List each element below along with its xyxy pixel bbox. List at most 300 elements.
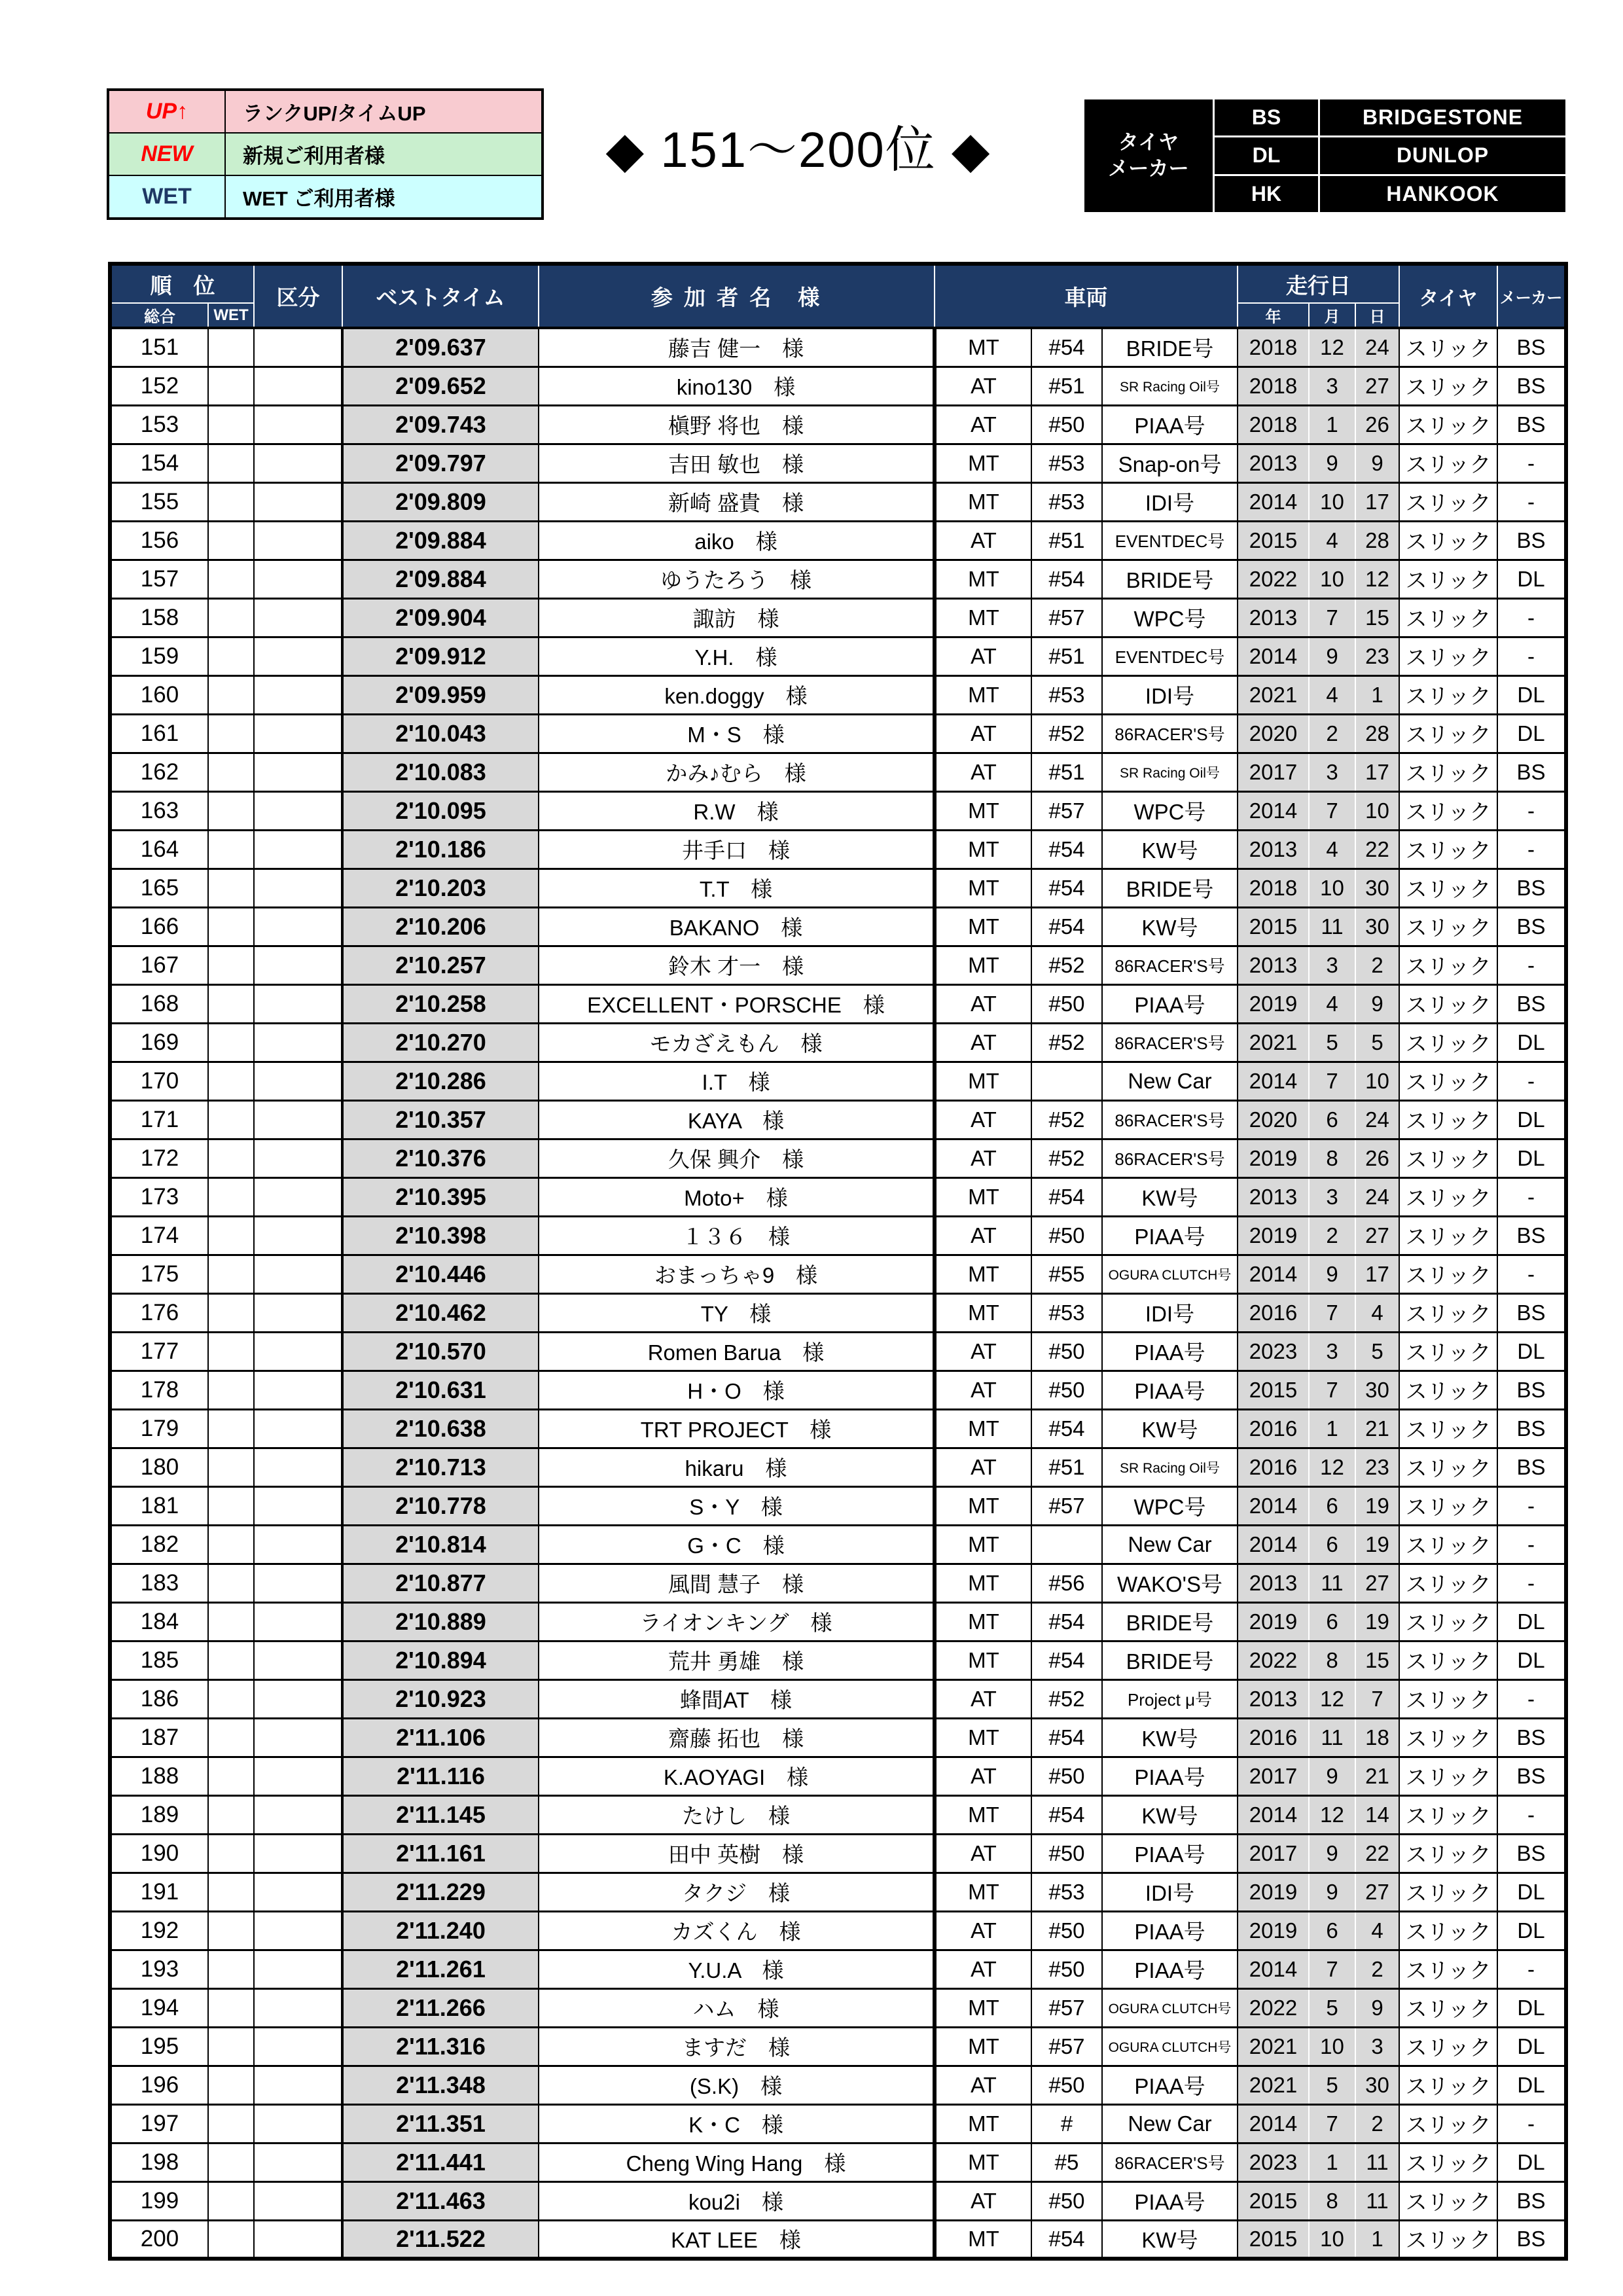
kubun-cell <box>254 791 342 830</box>
participant-name-cell: 槇野 将也 様 <box>539 405 935 444</box>
day-cell: 23 <box>1355 1448 1399 1486</box>
day-cell: 27 <box>1355 1873 1399 1911</box>
rank-cell: 199 <box>110 2181 208 2220</box>
month-cell: 2 <box>1309 1216 1355 1255</box>
month-cell: 3 <box>1309 1332 1355 1371</box>
wet-rank-cell <box>208 791 254 830</box>
participant-name-cell: kou2i 様 <box>539 2181 935 2220</box>
day-cell: 27 <box>1355 1564 1399 1602</box>
rank-cell: 194 <box>110 1988 208 2027</box>
car-number-cell: #53 <box>1031 675 1102 714</box>
wet-rank-cell <box>208 984 254 1023</box>
tire-maker-grid <box>1215 99 1565 212</box>
car-name-cell: PIAA号 <box>1102 1757 1238 1795</box>
tire-maker-label-line1: タイヤ <box>1118 131 1179 154</box>
tire-cell: スリック <box>1399 328 1497 367</box>
tire-cell: スリック <box>1399 1679 1497 1718</box>
best-time-cell: 2'10.877 <box>342 1564 539 1602</box>
table-row <box>110 1757 1566 1795</box>
year-cell: 2014 <box>1238 2104 1309 2143</box>
wet-rank-cell <box>208 521 254 560</box>
car-name-cell: PIAA号 <box>1102 2066 1238 2104</box>
car-name-cell: Project μ号 <box>1102 1679 1238 1718</box>
kubun-cell <box>254 1873 342 1911</box>
maker-cell: - <box>1497 598 1566 637</box>
best-time-cell: 2'09.884 <box>342 521 539 560</box>
transmission-cell: AT <box>935 1950 1031 1988</box>
year-cell: 2014 <box>1238 791 1309 830</box>
table-row <box>110 1332 1566 1371</box>
transmission-cell: AT <box>935 367 1031 405</box>
car-number-cell: #50 <box>1031 1757 1102 1795</box>
car-number-cell: #50 <box>1031 1332 1102 1371</box>
car-name-cell: IDI号 <box>1102 675 1238 714</box>
best-time-cell: 2'11.266 <box>342 1988 539 2027</box>
day-cell: 3 <box>1355 2027 1399 2066</box>
kubun-cell <box>254 1795 342 1834</box>
participant-name-cell: S・Y 様 <box>539 1486 935 1525</box>
table-row <box>110 1177 1566 1216</box>
day-cell: 9 <box>1355 1988 1399 2027</box>
kubun-cell <box>254 830 342 869</box>
month-cell: 5 <box>1309 1023 1355 1062</box>
participant-name-cell: 久保 興介 様 <box>539 1139 935 1177</box>
transmission-cell: AT <box>935 984 1031 1023</box>
table-header <box>110 264 1566 328</box>
car-number-cell: #50 <box>1031 1216 1102 1255</box>
wet-rank-cell <box>208 1100 254 1139</box>
legend-key-up: UP↑ <box>109 91 226 132</box>
maker-cell: DL <box>1497 1023 1566 1062</box>
table-row <box>110 675 1566 714</box>
day-cell: 2 <box>1355 946 1399 984</box>
rank-cell: 155 <box>110 482 208 521</box>
wet-rank-cell <box>208 1718 254 1757</box>
month-cell: 1 <box>1309 1409 1355 1448</box>
participant-name-cell: G・C 様 <box>539 1525 935 1564</box>
year-cell: 2019 <box>1238 1873 1309 1911</box>
wet-rank-cell <box>208 598 254 637</box>
day-cell: 23 <box>1355 637 1399 675</box>
day-cell: 26 <box>1355 1139 1399 1177</box>
header-month: 月 <box>1309 303 1355 328</box>
rank-cell: 192 <box>110 1911 208 1950</box>
participant-name-cell: T.T 様 <box>539 869 935 907</box>
rank-cell: 189 <box>110 1795 208 1834</box>
day-cell: 19 <box>1355 1525 1399 1564</box>
wet-rank-cell <box>208 1911 254 1950</box>
year-cell: 2015 <box>1238 2220 1309 2259</box>
table-row <box>110 2027 1566 2066</box>
tire-cell: スリック <box>1399 1950 1497 1988</box>
tire-cell: スリック <box>1399 1409 1497 1448</box>
legend-row-new <box>109 134 541 176</box>
month-cell: 10 <box>1309 2220 1355 2259</box>
tire-cell: スリック <box>1399 984 1497 1023</box>
tire-cell: スリック <box>1399 1525 1497 1564</box>
tire-cell: スリック <box>1399 1100 1497 1139</box>
table-row <box>110 598 1566 637</box>
transmission-cell: MT <box>935 1988 1031 2027</box>
maker-cell: DL <box>1497 2027 1566 2066</box>
best-time-cell: 2'09.797 <box>342 444 539 482</box>
legend-row-wet <box>109 176 541 217</box>
tire-cell: スリック <box>1399 482 1497 521</box>
car-name-cell: 86RACER'S号 <box>1102 2143 1238 2181</box>
car-number-cell: #50 <box>1031 984 1102 1023</box>
kubun-cell <box>254 1718 342 1757</box>
maker-cell: - <box>1497 1564 1566 1602</box>
tire-maker-code-hk: HK <box>1215 176 1320 212</box>
month-cell: 12 <box>1309 1448 1355 1486</box>
wet-rank-cell <box>208 946 254 984</box>
car-number-cell: #54 <box>1031 1177 1102 1216</box>
kubun-cell <box>254 2027 342 2066</box>
tire-maker-row-bs <box>1215 99 1565 137</box>
day-cell: 9 <box>1355 444 1399 482</box>
tire-cell: スリック <box>1399 444 1497 482</box>
car-number-cell: #50 <box>1031 1950 1102 1988</box>
best-time-cell: 2'11.229 <box>342 1873 539 1911</box>
kubun-cell <box>254 560 342 598</box>
rank-cell: 196 <box>110 2066 208 2104</box>
day-cell: 22 <box>1355 1834 1399 1873</box>
tire-cell: スリック <box>1399 521 1497 560</box>
car-name-cell: IDI号 <box>1102 1873 1238 1911</box>
results-table <box>108 262 1568 2261</box>
wet-rank-cell <box>208 753 254 791</box>
participant-name-cell: 風間 慧子 様 <box>539 1564 935 1602</box>
month-cell: 7 <box>1309 2104 1355 2143</box>
tire-cell: スリック <box>1399 1988 1497 2027</box>
tire-cell: スリック <box>1399 2027 1497 2066</box>
car-name-cell: PIAA号 <box>1102 405 1238 444</box>
year-cell: 2019 <box>1238 1139 1309 1177</box>
day-cell: 30 <box>1355 2066 1399 2104</box>
rank-cell: 176 <box>110 1293 208 1332</box>
transmission-cell: AT <box>935 1216 1031 1255</box>
month-cell: 4 <box>1309 830 1355 869</box>
month-cell: 8 <box>1309 1641 1355 1679</box>
legend-desc-wet: WET ご利用者様 <box>243 187 395 210</box>
tire-maker-name-hk: HANKOOK <box>1386 181 1499 206</box>
table-row <box>110 1950 1566 1988</box>
table-row <box>110 907 1566 946</box>
year-cell: 2013 <box>1238 1177 1309 1216</box>
table-row <box>110 521 1566 560</box>
tire-cell: スリック <box>1399 1293 1497 1332</box>
car-name-cell: PIAA号 <box>1102 1911 1238 1950</box>
maker-cell: BS <box>1497 984 1566 1023</box>
participant-name-cell: aiko 様 <box>539 521 935 560</box>
kubun-cell <box>254 1139 342 1177</box>
year-cell: 2018 <box>1238 869 1309 907</box>
best-time-cell: 2'10.083 <box>342 753 539 791</box>
header-rank-wet: WET <box>208 303 254 328</box>
page-title: ◆ 151～200位 ◆ <box>605 122 991 178</box>
rank-cell: 163 <box>110 791 208 830</box>
transmission-cell: AT <box>935 714 1031 753</box>
wet-rank-cell <box>208 444 254 482</box>
table-row <box>110 984 1566 1023</box>
maker-cell: - <box>1497 1679 1566 1718</box>
car-number-cell: #51 <box>1031 753 1102 791</box>
participant-name-cell: 蜂間AT 様 <box>539 1679 935 1718</box>
car-name-cell: New Car <box>1102 2104 1238 2143</box>
tire-cell: スリック <box>1399 1795 1497 1834</box>
header-best-time: ベストタイム <box>342 264 539 328</box>
kubun-cell <box>254 1950 342 1988</box>
car-number-cell: #52 <box>1031 1139 1102 1177</box>
year-cell: 2021 <box>1238 2027 1309 2066</box>
transmission-cell: MT <box>935 791 1031 830</box>
month-cell: 12 <box>1309 1795 1355 1834</box>
wet-rank-cell <box>208 367 254 405</box>
transmission-cell: MT <box>935 907 1031 946</box>
best-time-cell: 2'10.713 <box>342 1448 539 1486</box>
maker-cell: BS <box>1497 367 1566 405</box>
transmission-cell: MT <box>935 2143 1031 2181</box>
wet-rank-cell <box>208 1679 254 1718</box>
year-cell: 2014 <box>1238 1525 1309 1564</box>
month-cell: 9 <box>1309 1255 1355 1293</box>
car-number-cell: #52 <box>1031 946 1102 984</box>
car-name-cell: IDI号 <box>1102 1293 1238 1332</box>
header-participant-name: 参 加 者 名 様 <box>539 264 935 328</box>
table-row <box>110 1448 1566 1486</box>
transmission-cell: MT <box>935 2104 1031 2143</box>
year-cell: 2019 <box>1238 1911 1309 1950</box>
table-row <box>110 1062 1566 1100</box>
best-time-cell: 2'11.106 <box>342 1718 539 1757</box>
car-number-cell: #54 <box>1031 560 1102 598</box>
car-name-cell: 86RACER'S号 <box>1102 1023 1238 1062</box>
kubun-cell <box>254 1564 342 1602</box>
table-row <box>110 1255 1566 1293</box>
tire-cell: スリック <box>1399 1139 1497 1177</box>
year-cell: 2019 <box>1238 984 1309 1023</box>
participant-name-cell: (S.K) 様 <box>539 2066 935 2104</box>
table-row <box>110 2143 1566 2181</box>
car-name-cell: PIAA号 <box>1102 984 1238 1023</box>
maker-cell: DL <box>1497 1641 1566 1679</box>
maker-cell: - <box>1497 1486 1566 1525</box>
car-number-cell: #50 <box>1031 2066 1102 2104</box>
month-cell: 6 <box>1309 1525 1355 1564</box>
maker-cell: - <box>1497 1525 1566 1564</box>
wet-rank-cell <box>208 2027 254 2066</box>
participant-name-cell: 吉田 敏也 様 <box>539 444 935 482</box>
car-name-cell: PIAA号 <box>1102 1834 1238 1873</box>
kubun-cell <box>254 2066 342 2104</box>
maker-cell: DL <box>1497 675 1566 714</box>
month-cell: 7 <box>1309 791 1355 830</box>
transmission-cell: AT <box>935 753 1031 791</box>
transmission-cell: AT <box>935 1139 1031 1177</box>
car-number-cell: #54 <box>1031 1795 1102 1834</box>
car-number-cell: #52 <box>1031 1679 1102 1718</box>
rank-cell: 175 <box>110 1255 208 1293</box>
kubun-cell <box>254 1486 342 1525</box>
month-cell: 11 <box>1309 1564 1355 1602</box>
day-cell: 4 <box>1355 1911 1399 1950</box>
participant-name-cell: M・S 様 <box>539 714 935 753</box>
best-time-cell: 2'10.095 <box>342 791 539 830</box>
participant-name-cell: Y.H. 様 <box>539 637 935 675</box>
car-number-cell: #55 <box>1031 1255 1102 1293</box>
tire-cell: スリック <box>1399 1371 1497 1409</box>
car-name-cell: 86RACER'S号 <box>1102 946 1238 984</box>
table-row <box>110 482 1566 521</box>
car-name-cell: WPC号 <box>1102 1486 1238 1525</box>
month-cell: 1 <box>1309 2143 1355 2181</box>
tire-maker-row-dl <box>1215 137 1565 175</box>
table-row <box>110 1641 1566 1679</box>
best-time-cell: 2'09.743 <box>342 405 539 444</box>
best-time-cell: 2'11.441 <box>342 2143 539 2181</box>
car-number-cell: #57 <box>1031 1988 1102 2027</box>
table-row <box>110 791 1566 830</box>
table-row <box>110 1795 1566 1834</box>
car-number-cell: #57 <box>1031 2027 1102 2066</box>
transmission-cell: MT <box>935 946 1031 984</box>
tire-cell: スリック <box>1399 675 1497 714</box>
participant-name-cell: H・O 様 <box>539 1371 935 1409</box>
transmission-cell: MT <box>935 444 1031 482</box>
participant-name-cell: ハム 様 <box>539 1988 935 2027</box>
day-cell: 19 <box>1355 1486 1399 1525</box>
participant-name-cell: 田中 英樹 様 <box>539 1834 935 1873</box>
maker-cell: DL <box>1497 714 1566 753</box>
year-cell: 2017 <box>1238 1834 1309 1873</box>
best-time-cell: 2'11.161 <box>342 1834 539 1873</box>
maker-cell: BS <box>1497 2220 1566 2259</box>
month-cell: 10 <box>1309 560 1355 598</box>
maker-cell: BS <box>1497 1216 1566 1255</box>
car-name-cell: PIAA号 <box>1102 1216 1238 1255</box>
car-name-cell: 86RACER'S号 <box>1102 1139 1238 1177</box>
car-name-cell: PIAA号 <box>1102 2181 1238 2220</box>
table-row <box>110 946 1566 984</box>
table-row <box>110 1409 1566 1448</box>
kubun-cell <box>254 328 342 367</box>
table-row <box>110 2220 1566 2259</box>
tire-cell: スリック <box>1399 637 1497 675</box>
participant-name-cell: カズくん 様 <box>539 1911 935 1950</box>
tire-cell: スリック <box>1399 1641 1497 1679</box>
month-cell: 6 <box>1309 1911 1355 1950</box>
month-cell: 12 <box>1309 328 1355 367</box>
participant-name-cell: hikaru 様 <box>539 1448 935 1486</box>
header-vehicle: 車両 <box>935 264 1238 328</box>
legend-box <box>107 88 544 220</box>
participant-name-cell: 鈴木 才一 様 <box>539 946 935 984</box>
best-time-cell: 2'11.316 <box>342 2027 539 2066</box>
year-cell: 2021 <box>1238 2066 1309 2104</box>
participant-name-cell: 齋藤 拓也 様 <box>539 1718 935 1757</box>
rank-cell: 159 <box>110 637 208 675</box>
rank-cell: 158 <box>110 598 208 637</box>
day-cell: 22 <box>1355 830 1399 869</box>
tire-cell: スリック <box>1399 1216 1497 1255</box>
transmission-cell: AT <box>935 1679 1031 1718</box>
tire-cell: スリック <box>1399 946 1497 984</box>
day-cell: 24 <box>1355 328 1399 367</box>
month-cell: 7 <box>1309 1950 1355 1988</box>
transmission-cell: AT <box>935 1834 1031 1873</box>
tire-cell: スリック <box>1399 405 1497 444</box>
table-row <box>110 1679 1566 1718</box>
month-cell: 10 <box>1309 482 1355 521</box>
wet-rank-cell <box>208 2181 254 2220</box>
transmission-cell: MT <box>935 1062 1031 1100</box>
wet-rank-cell <box>208 2066 254 2104</box>
car-name-cell: BRIDE号 <box>1102 560 1238 598</box>
transmission-cell: AT <box>935 1100 1031 1139</box>
rank-cell: 179 <box>110 1409 208 1448</box>
kubun-cell <box>254 984 342 1023</box>
table-row <box>110 1834 1566 1873</box>
year-cell: 2015 <box>1238 2181 1309 2220</box>
wet-rank-cell <box>208 560 254 598</box>
year-cell: 2018 <box>1238 328 1309 367</box>
rank-cell: 193 <box>110 1950 208 1988</box>
rank-cell: 154 <box>110 444 208 482</box>
transmission-cell: MT <box>935 1486 1031 1525</box>
month-cell: 4 <box>1309 984 1355 1023</box>
wet-rank-cell <box>208 1216 254 1255</box>
participant-name-cell: 藤吉 健一 様 <box>539 328 935 367</box>
tire-maker-name-bs: BRIDGESTONE <box>1362 105 1524 130</box>
maker-cell: BS <box>1497 1293 1566 1332</box>
kubun-cell <box>254 1757 342 1795</box>
kubun-cell <box>254 1100 342 1139</box>
tire-maker-box <box>1084 99 1565 212</box>
maker-cell: DL <box>1497 2066 1566 2104</box>
kubun-cell <box>254 1023 342 1062</box>
month-cell: 7 <box>1309 1062 1355 1100</box>
header-run-date: 走行日 <box>1238 264 1399 303</box>
day-cell: 12 <box>1355 560 1399 598</box>
legend-desc-up: ランクUP/タイムUP <box>243 102 426 125</box>
rank-cell: 152 <box>110 367 208 405</box>
rank-cell: 191 <box>110 1873 208 1911</box>
rank-cell: 169 <box>110 1023 208 1062</box>
maker-cell: BS <box>1497 907 1566 946</box>
kubun-cell <box>254 1332 342 1371</box>
kubun-cell <box>254 2143 342 2181</box>
year-cell: 2014 <box>1238 482 1309 521</box>
best-time-cell: 2'10.894 <box>342 1641 539 1679</box>
rank-cell: 173 <box>110 1177 208 1216</box>
maker-cell: BS <box>1497 1448 1566 1486</box>
month-cell: 8 <box>1309 2181 1355 2220</box>
wet-rank-cell <box>208 1641 254 1679</box>
year-cell: 2014 <box>1238 1950 1309 1988</box>
year-cell: 2020 <box>1238 1100 1309 1139</box>
rank-cell: 185 <box>110 1641 208 1679</box>
best-time-cell: 2'10.923 <box>342 1679 539 1718</box>
day-cell: 24 <box>1355 1177 1399 1216</box>
kubun-cell <box>254 1602 342 1641</box>
car-name-cell: Snap-on号 <box>1102 444 1238 482</box>
table-row <box>110 714 1566 753</box>
day-cell: 30 <box>1355 907 1399 946</box>
month-cell: 4 <box>1309 521 1355 560</box>
year-cell: 2021 <box>1238 675 1309 714</box>
table-row <box>110 1100 1566 1139</box>
header-day: 日 <box>1355 303 1399 328</box>
